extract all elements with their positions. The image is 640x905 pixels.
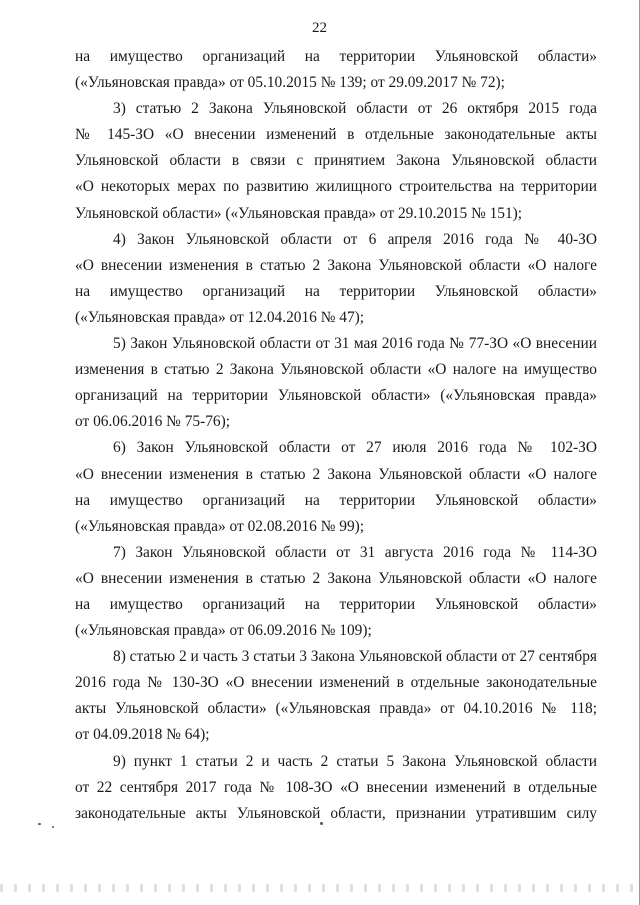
text-line: 6) Закон Ульяновской области от 27 июля 2016 года № 102-ЗО <box>113 439 597 457</box>
text-line: от 04.09.2018 № 64); <box>75 726 210 744</box>
text-line: организаций на территории Ульяновской области» («Ульяновская правда» <box>75 387 597 405</box>
text-line: 2016 года № 130-ЗО «О внесении изменений в отдельные законодательные <box>75 674 597 692</box>
scan-noise <box>0 884 640 892</box>
text-line: № 145-ЗО «О внесении изменений в отдельные законодательные акты <box>75 126 597 144</box>
text-line: «О некоторых мерах по развитию жилищного строительства на территории <box>75 178 597 196</box>
page-number: 22 <box>312 20 327 36</box>
text-line: 3) статью 2 Закона Ульяновской области от 26 октября 2015 года <box>113 100 597 118</box>
text-line: на имущество организаций на территории Ульяновской области» <box>75 595 597 613</box>
paragraph <box>75 540 597 644</box>
text-line: на имущество организаций на территории Ульяновской области» <box>75 48 597 65</box>
text-line: «О внесении изменения в статью 2 Закона Ульяновской области «О налоге <box>75 465 597 483</box>
paragraph <box>75 96 597 226</box>
text-line: 8) статью 2 и часть 3 статьи 3 Закона Ульяновской области от 27 сентября <box>113 648 597 666</box>
paragraph <box>75 227 597 331</box>
text-line: акты Ульяновской области» («Ульяновская правда» от 04.10.2016 № 118; <box>75 700 597 718</box>
text-line: Ульяновской области» («Ульяновская правда» от 29.10.2015 № 151); <box>75 204 523 222</box>
paragraph <box>75 749 597 827</box>
text-line: от 22 сентября 2017 года № 108-ЗО «О внесении изменений в отдельные <box>75 778 597 796</box>
paragraph <box>75 435 597 539</box>
text-line: («Ульяновская правда» от 06.09.2016 № 109); <box>75 622 372 640</box>
document-body <box>75 44 597 827</box>
paragraph <box>75 331 597 435</box>
text-line: Ульяновской области в связи с принятием Закона Ульяновской области <box>75 152 597 170</box>
text-line: («Ульяновская правда» от 02.08.2016 № 99); <box>75 517 365 535</box>
text-line: («Ульяновская правда» от 05.10.2015 № 139; от 29.09.2017 № 72); <box>75 74 505 92</box>
text-line: на имущество организаций на территории Ульяновской области» <box>75 282 597 300</box>
text-line: 9) пункт 1 статьи 2 и часть 2 статьи 5 Закона Ульяновской области <box>113 752 597 770</box>
scan-speck <box>52 826 54 828</box>
text-line: 4) Закон Ульяновской области от 6 апреля 2016 года № 40-ЗО <box>113 230 597 248</box>
text-line: законодательные акты Ульяновской области, признании утратившим силу <box>75 804 597 822</box>
text-line: («Ульяновская правда» от 12.04.2016 № 47); <box>75 308 365 326</box>
text-line: 5) Закон Ульяновской области от 31 мая 2016 года № 77-ЗО «О внесении <box>113 335 597 353</box>
text-line: на имущество организаций на территории Ульяновской области» <box>75 491 597 509</box>
scan-speck <box>38 823 41 825</box>
paragraph <box>75 644 597 748</box>
text-line: от 06.06.2016 № 75-76); <box>75 413 231 431</box>
paragraph <box>75 44 597 96</box>
text-line: 7) Закон Ульяновской области от 31 августа 2016 года № 114-ЗО <box>113 543 597 561</box>
text-line: «О внесении изменения в статью 2 Закона Ульяновской области «О налоге <box>75 569 597 587</box>
text-line: «О внесении изменения в статью 2 Закона Ульяновской области «О налоге <box>75 256 597 274</box>
text-line: изменения в статью 2 Закона Ульяновской области «О налоге на имущество <box>75 361 597 379</box>
scan-speck <box>320 822 323 825</box>
